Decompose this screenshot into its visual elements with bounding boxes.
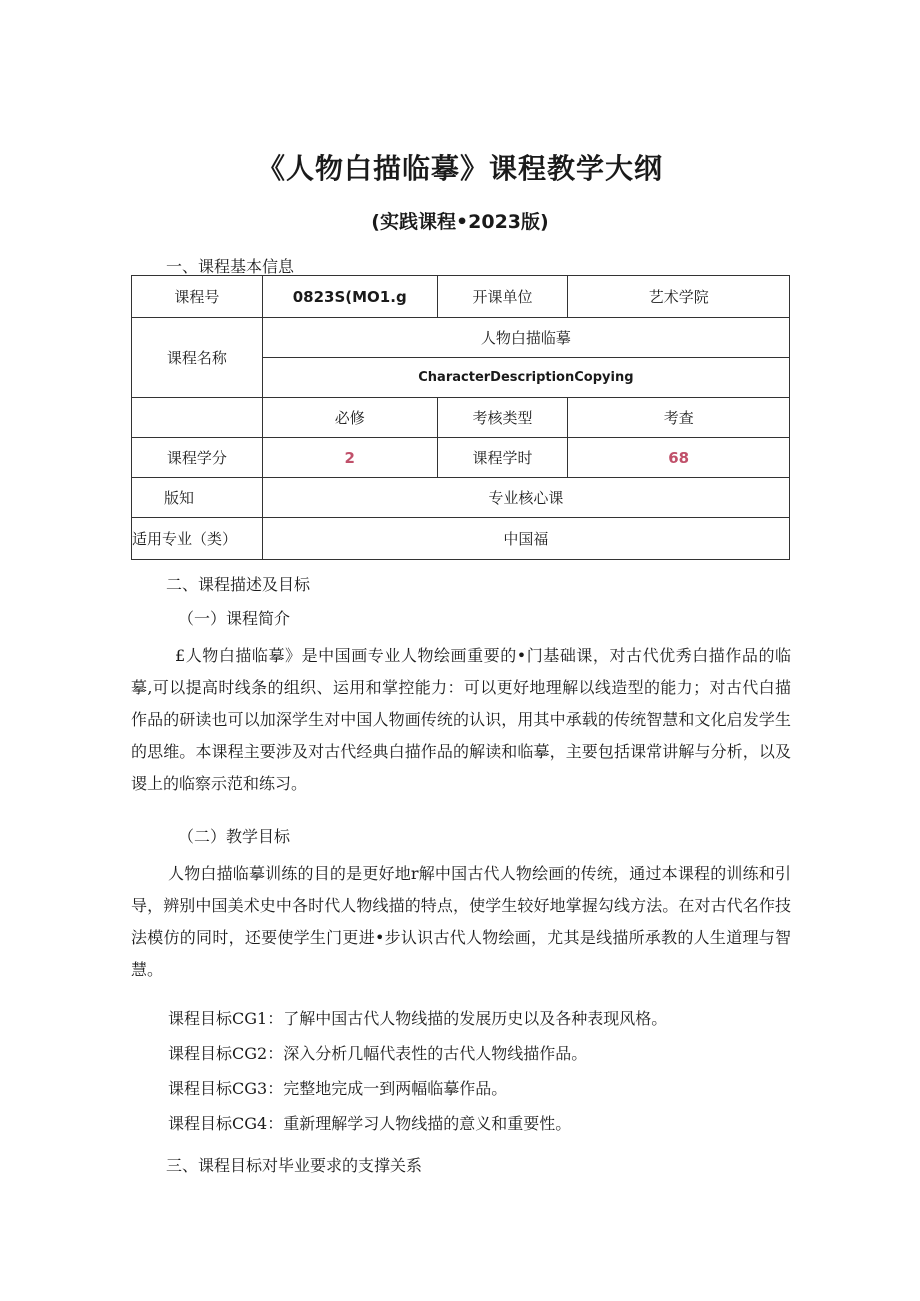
course-name-cn: 人物白描临摹 (262, 318, 789, 358)
introduction-paragraph: £人物白描临摹》是中国画专业人物绘画重要的•门基础课，对古代优秀白描作品的临摹,可以提高时线条的组织、运用和掌控能力：可以更好地理解以线造型的能力；对古代白描作品的研读也可以加深学生对中国人物画传统的认识，用其中承载的传统智慧和文化启发学生的思维。本课程主要涉及对古代经典白描作品的解读和临摹，主要包括课常讲解与分析，以及谡上的临察示范和练习。 (131, 646, 791, 793)
course-nature-value: 必修 (262, 398, 437, 438)
section-basic-info-heading: 一、课程基本信息 (166, 257, 295, 276)
document-subtitle: (实践课程•2023版) (371, 211, 549, 233)
table-row (132, 478, 790, 518)
section-description-heading: 二、课程描述及目标 (166, 575, 311, 594)
course-goal-cg3: 课程目标CG3：完整地完成一到两幅临摹作品。 (168, 1079, 508, 1098)
course-name-en: CharacterDescriptionCopying (262, 358, 789, 398)
document-title: 《人物白描临摹》课程教学大纲 (256, 152, 663, 185)
section-graduation-support-heading: 三、课程目标对毕业要求的支撑关系 (166, 1156, 423, 1175)
major-value: 中国福 (262, 518, 789, 560)
table-row (132, 318, 790, 358)
offering-unit-label: 开课单位 (437, 276, 568, 318)
credit-value: 2 (262, 438, 437, 478)
exam-type-value: 考查 (568, 398, 790, 438)
course-goal-cg2: 课程目标CG2：深入分析几幅代表性的古代人物线描作品。 (168, 1044, 588, 1063)
category-label: 版知 (132, 478, 263, 518)
course-goal-cg1: 课程目标CG1：了解中国古代人物线描的发展历史以及各种表现风格。 (168, 1009, 668, 1028)
course-name-label: 课程名称 (132, 318, 263, 398)
teaching-goals-paragraph: 人物白描临摹训练的目的是更好地r解中国古代人物绘画的传统，通过本课程的训练和引导，辨别中国美术史中各时代人物线描的特点，使学生较好地掌握勾线方法。在对古代名作技法模仿的同时，还要使学生门更进•步认识古代人物绘画，尤其是线描所承教的人生道理与智慧。 (131, 864, 791, 979)
hours-label: 课程学时 (437, 438, 568, 478)
course-code-label: 课程号 (132, 276, 263, 318)
offering-unit-value: 艺术学院 (568, 276, 790, 318)
empty-cell (132, 398, 263, 438)
table-row (132, 276, 790, 318)
credit-label: 课程学分 (132, 438, 263, 478)
course-goal-cg4: 课程目标CG4：重新理解学习人物线描的意义和重要性。 (168, 1114, 572, 1133)
table-row (132, 438, 790, 478)
exam-type-label: 考核类型 (437, 398, 568, 438)
hours-value: 68 (568, 438, 790, 478)
table-row (132, 398, 790, 438)
course-code-value: 0823S(MO1.g (262, 276, 437, 318)
category-value: 专业核心课 (262, 478, 789, 518)
course-info-table (131, 275, 790, 560)
table-row (132, 518, 790, 560)
subsection-introduction-heading: （一）课程简介 (178, 609, 291, 628)
subsection-teaching-goals-heading: （二）教学目标 (178, 827, 291, 846)
major-label: 适用专业（类） (132, 518, 263, 560)
